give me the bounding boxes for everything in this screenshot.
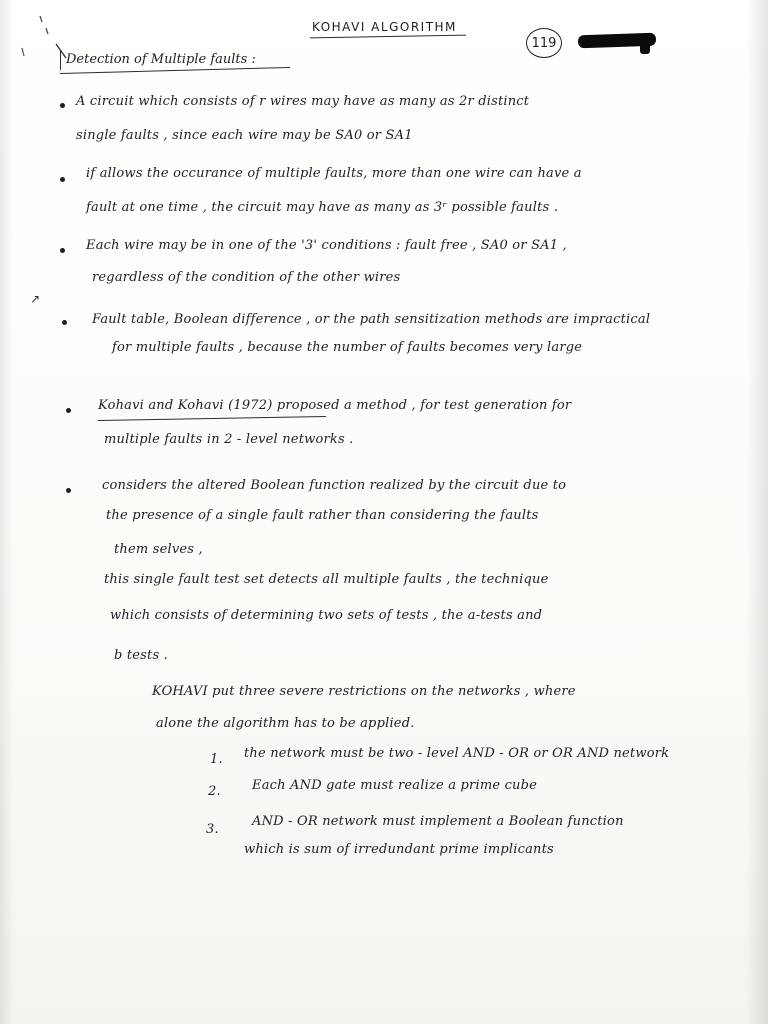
page-title: KOHAVI ALGORITHM (312, 20, 457, 34)
bullet-6-line-3: them selves , (114, 542, 203, 557)
redaction-mark-tail (640, 42, 650, 54)
bullet-2-line-1: if allows the occurance of multiple faults, more than one wire can have a (86, 166, 582, 181)
bullet-3-line-2: regardless of the condition of the other wires (92, 270, 401, 285)
bullet-dot (66, 408, 71, 413)
reference-underline (98, 416, 326, 421)
margin-arrow-mark: ↗ (30, 292, 41, 306)
paragraph-line-2: which consists of determining two sets of tests , the a-tests and (110, 608, 543, 623)
bullet-5-line-1: Kohavi and Kohavi (1972) proposed a method , for test generation for (98, 398, 572, 413)
bullet-dot (60, 248, 65, 253)
heading-bracket (60, 50, 61, 70)
bullet-6-line-2: the presence of a single fault rather than considering the faults (106, 508, 539, 523)
restriction-3-text-line-1: AND - OR network must implement a Boolean function (252, 814, 624, 829)
page-right-shadow (746, 0, 768, 1024)
restriction-1-number: 1. (210, 752, 223, 767)
margin-marks (0, 0, 90, 90)
paragraph-line-1: this single fault test set detects all multiple faults , the technique (104, 572, 549, 587)
restriction-1-text: the network must be two - level AND - OR or OR AND network (244, 746, 670, 761)
restriction-3-number: 3. (206, 822, 219, 837)
heading-underline (60, 67, 290, 74)
restrictions-intro-line-1: KOHAVI put three severe restrictions on the networks , where (152, 684, 576, 699)
bullet-5-line-2: multiple faults in 2 - level networks . (104, 432, 354, 447)
bullet-3-line-1: Each wire may be in one of the '3' conditions : fault free , SA0 or SA1 , (86, 238, 567, 253)
page-left-shadow (0, 0, 14, 1024)
paragraph-line-3: b tests . (114, 648, 169, 663)
bullet-1-line-2: single faults , since each wire may be SA0 or SA1 (76, 128, 413, 143)
restriction-3-text-line-2: which is sum of irredundant prime implicants (244, 842, 554, 857)
bullet-4-line-2: for multiple faults , because the number of faults becomes very large (112, 340, 583, 355)
bullet-dot (62, 320, 67, 325)
title-underline (310, 35, 466, 39)
restrictions-intro-line-2: alone the algorithm has to be applied. (156, 716, 415, 731)
page-number-circle (526, 28, 562, 58)
bullet-dot (66, 488, 71, 493)
page-number: 119 (531, 35, 557, 51)
bullet-2-line-2: fault at one time , the circuit may have as many as 3ʳ possible faults . (86, 200, 559, 215)
restriction-2-number: 2. (208, 784, 221, 799)
bullet-dot (60, 103, 65, 108)
restriction-2-text: Each AND gate must realize a prime cube (252, 778, 538, 793)
bullet-4-line-1: Fault table, Boolean difference , or the path sensitization methods are impractical (92, 312, 651, 327)
bullet-6-line-1: considers the altered Boolean function realized by the circuit due to (102, 478, 567, 493)
bullet-1-line-1: A circuit which consists of r wires may have as many as 2r distinct (76, 94, 530, 109)
section-heading: Detection of Multiple faults : (66, 52, 256, 67)
bullet-dot (60, 177, 65, 182)
